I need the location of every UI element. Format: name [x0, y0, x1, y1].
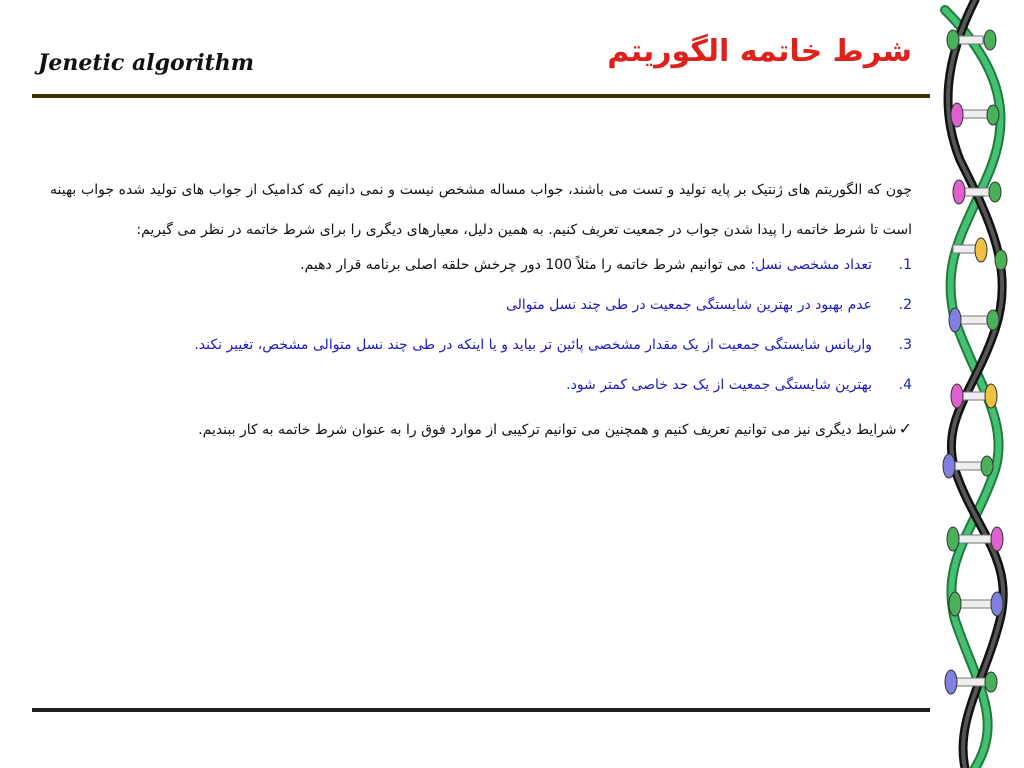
header-course-title: Jenetic algorithm [38, 50, 255, 76]
termination-criteria-list [50, 252, 912, 412]
dna-helix-icon [935, 0, 1024, 768]
list-item [50, 292, 912, 332]
item-text: واریانس شایستگی جمعیت از یک مقدار مشخصی پائین تر بیاید و یا اینکه در طی چند نسل متوالی مشخص، تغییر نکند. [194, 337, 872, 353]
bottom-divider [32, 708, 930, 712]
list-item [50, 252, 912, 292]
item-text: عدم بهبود در بهترین شایستگی جمعیت در طی چند نسل متوالی [505, 297, 872, 313]
top-divider [32, 94, 930, 98]
item-text: می توانیم شرط خاتمه را مثلاً 100 دور چرخش حلقه اصلی برنامه قرار دهیم. [300, 257, 751, 273]
slide-content [50, 170, 912, 443]
list-item [50, 332, 912, 372]
item-label: تعداد مشخصی نسل: [750, 257, 872, 273]
list-item [50, 372, 912, 412]
item-number: 2. [898, 297, 912, 313]
page-title: شرط خاتمه الگوریتم [607, 34, 912, 69]
item-number: 1. [898, 257, 912, 273]
intro-paragraph: چون که الگوریتم های ژنتیک بر پایه تولید و تست می باشند، جواب مساله مشخص نیست و نمی دانیم که کدامیک از جواب های تولید شده جواب بهینه است تا شرط خاتمه را پیدا شدن جواب در جمعیت تعریف کنیم. به همین دلیل، معیارهای دیگری را برای شرط خاتمه در نظر می گیریم: [50, 182, 912, 238]
item-number: 4. [898, 377, 912, 393]
note-line [50, 416, 912, 443]
check-icon: ✓ [898, 419, 912, 438]
note-text: شرایط دیگری نیز می توانیم تعریف کنیم و همچنین می توانیم ترکیبی از موارد فوق را به عنوان شرط خاتمه به کار ببندیم. [198, 422, 897, 438]
item-text: بهترین شایستگی جمعیت از یک حد خاصی کمتر شود. [566, 377, 872, 393]
item-number: 3. [898, 337, 912, 353]
